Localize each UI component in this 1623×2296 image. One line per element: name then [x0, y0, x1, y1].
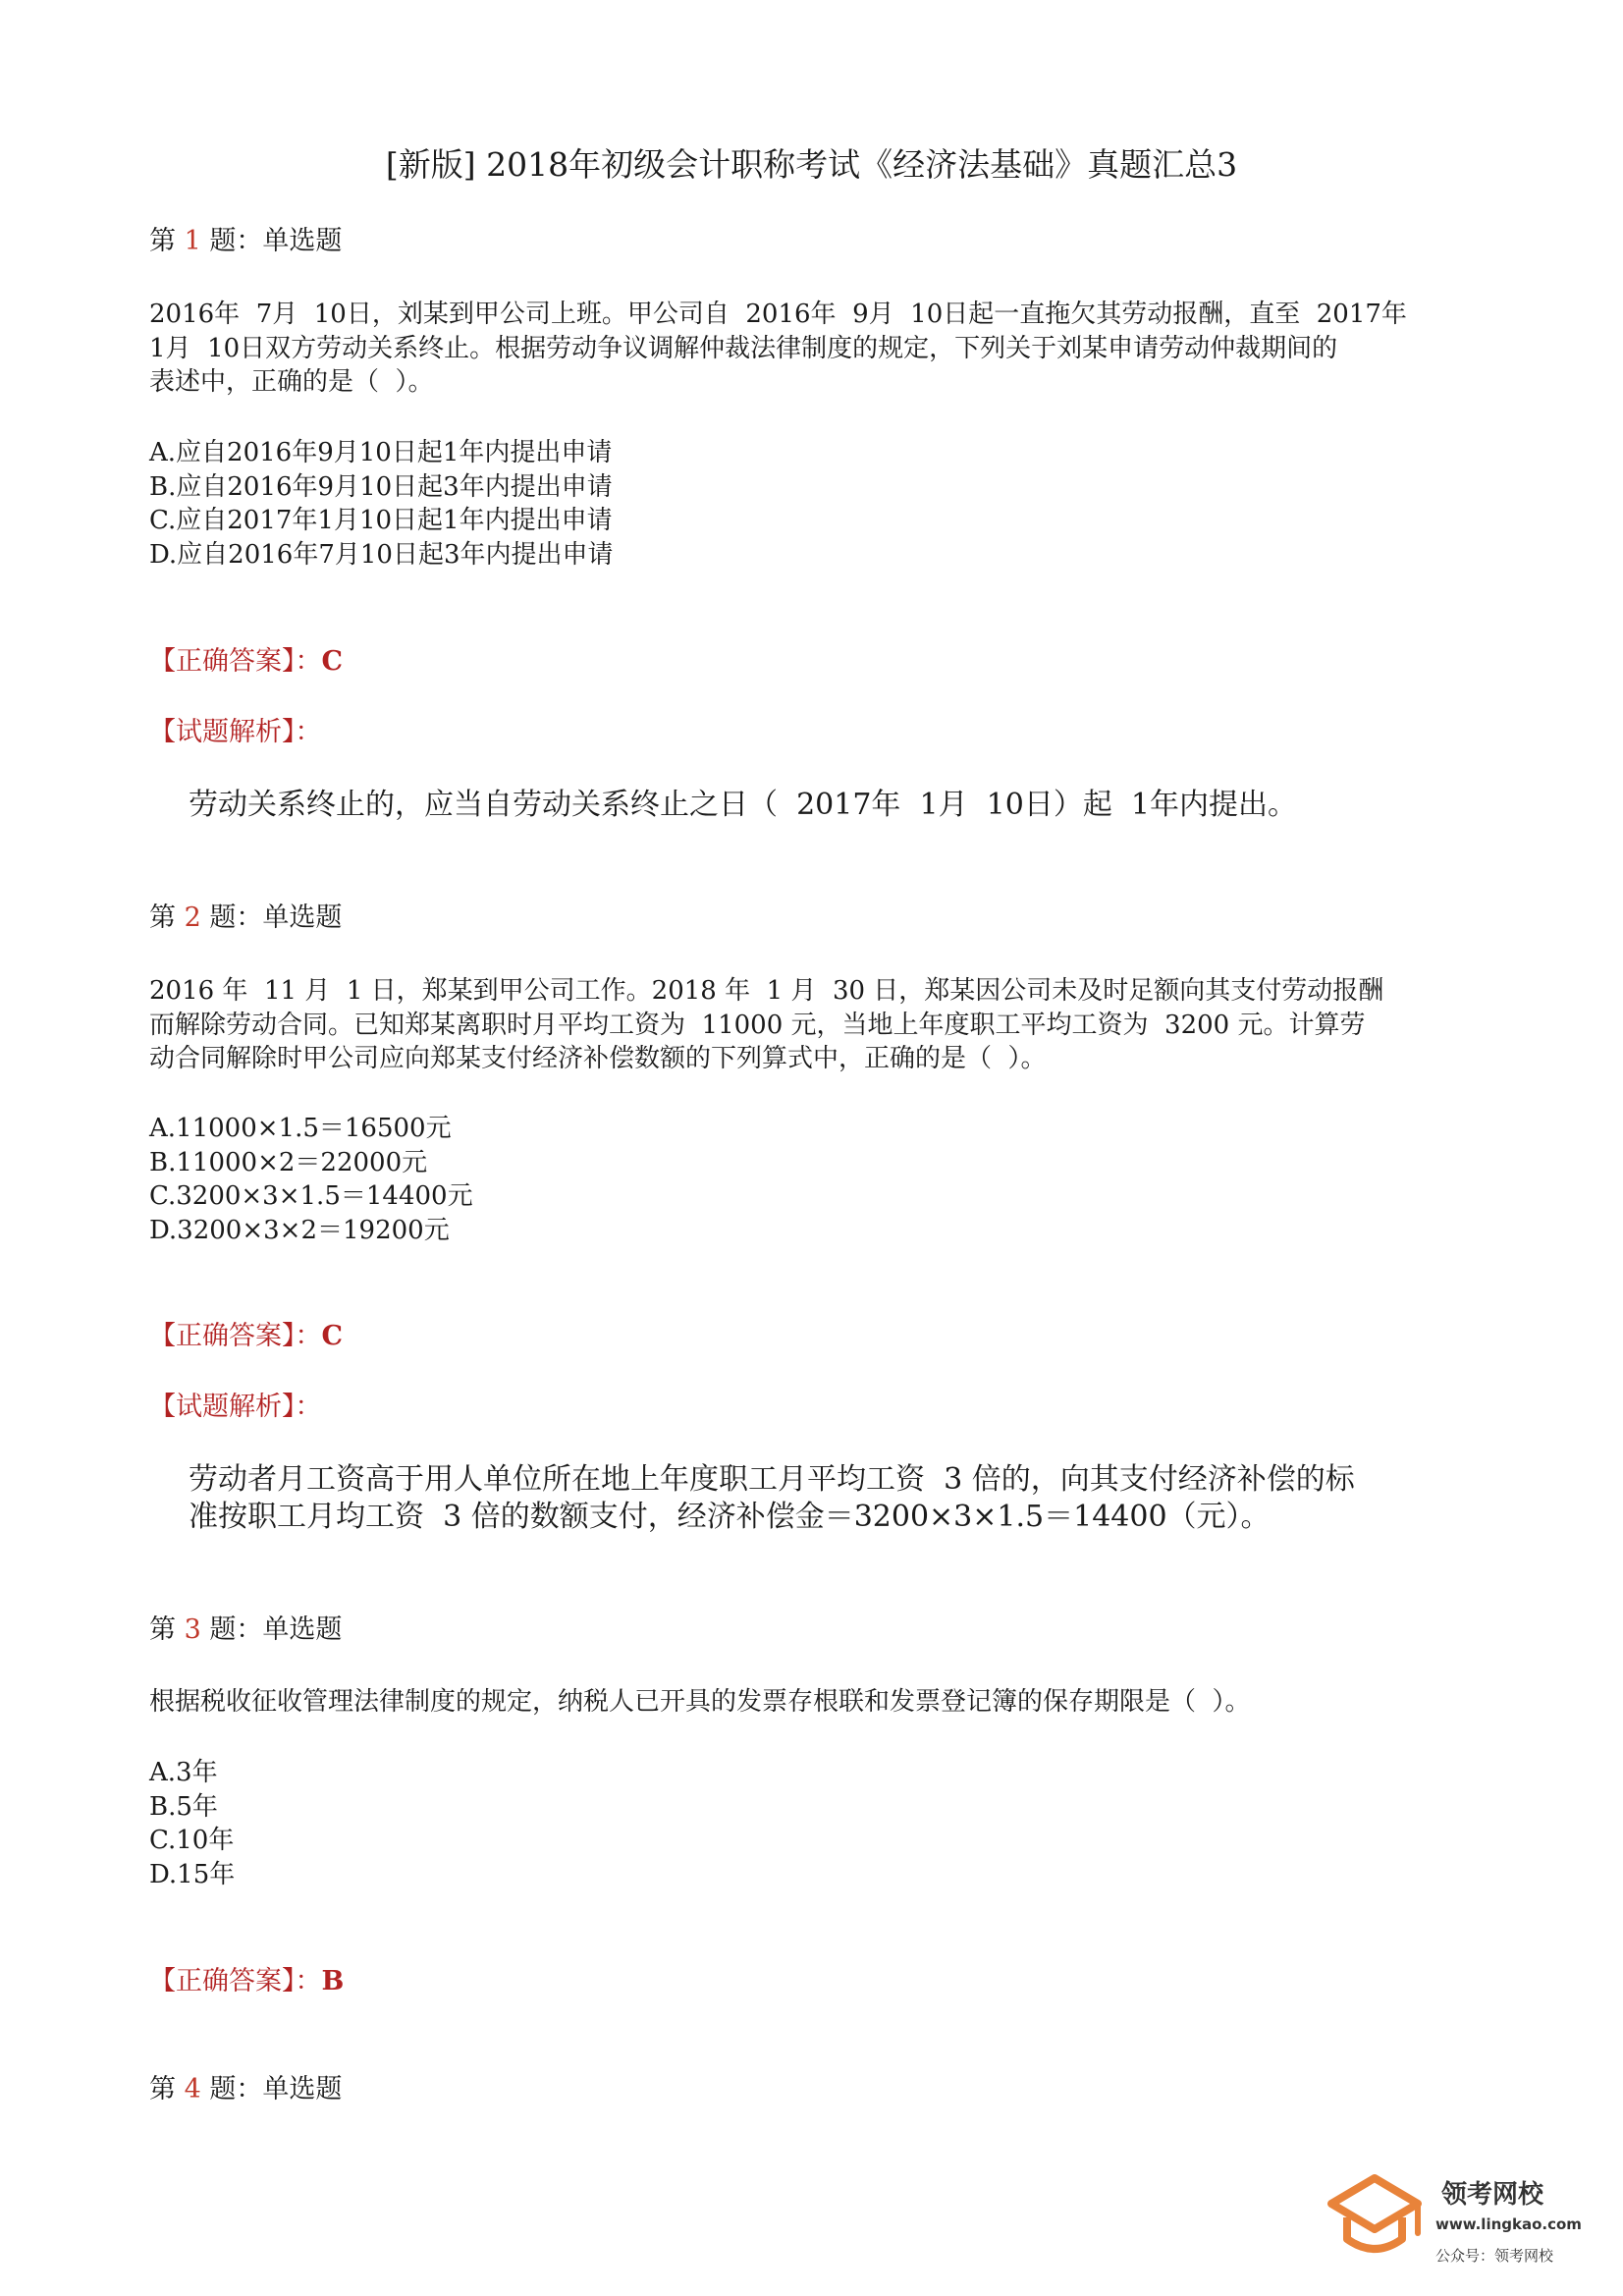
question-type: 题：单选题 [209, 226, 343, 256]
question-number: 3 [184, 1614, 201, 1645]
answer-value: C [321, 646, 343, 677]
question-header [149, 2072, 342, 2107]
graduation-cap-icon [1325, 2168, 1424, 2263]
option-d: D.应自2016年7月10日起3年内提出申请 [149, 539, 614, 570]
brand-url: www.lingkao.com [1435, 2215, 1582, 2233]
question-header [149, 901, 342, 936]
correct-answer [149, 644, 343, 680]
option-c: C.3200×3×1.5＝14400元 [149, 1181, 473, 1211]
option-list [149, 436, 614, 572]
option-a: A.11000×1.5＝16500元 [149, 1114, 452, 1143]
correct-answer [149, 1319, 343, 1354]
option-list [149, 1112, 473, 1247]
option-c: C.10年 [149, 1826, 235, 1855]
option-d: D.15年 [149, 1859, 236, 1889]
question-header [149, 224, 342, 259]
analysis-label: 【试题解析】： [149, 1392, 322, 1422]
question-stem: 根据税收征收管理法律制度的规定，纳税人已开具的发票存根联和发票登记簿的保存期限是（ ）。 [149, 1687, 1251, 1717]
answer-label: 【正确答案】： [149, 1321, 322, 1351]
option-c: C.应自2017年1月10日起1年内提出申请 [149, 506, 613, 535]
option-a: A.3年 [149, 1758, 218, 1787]
correct-answer [149, 1964, 344, 1999]
question-stem: 2016 年 11 月 1 日，郑某到甲公司工作。2018 年 1 月 30 日，郑某因公司未及时足额向其支付劳动报酬 而解除劳动合同。已知郑某离职时月平均工资为 11000 元，当地上年度职工平均工资为 3200 元。计算劳 动合同解除时甲公司应向郑某支付经济补偿数额的下列算式中，正确的是（ ）。 [149, 976, 1384, 1073]
option-b: B.应自2016年9月10日起3年内提出申请 [149, 471, 613, 502]
question-header [149, 1613, 342, 1648]
brand-wechat: 公众号：领考网校 [1435, 2247, 1554, 2265]
question-prefix: 第 [149, 226, 176, 256]
answer-label: 【正确答案】： [149, 1966, 322, 1996]
brand-logo [1325, 2160, 1591, 2278]
question-type: 题：单选题 [209, 2074, 343, 2105]
option-d: D.3200×3×2＝19200元 [149, 1215, 450, 1245]
analysis-text: 劳动者月工资高于用人单位所在地上年度职工月平均工资 3 倍的，向其支付经济补偿的标 准按职工月均工资 3 倍的数额支付，经济补偿金＝3200×3×1.5＝14400（元）。 [189, 1462, 1355, 1534]
analysis-text: 劳动关系终止的，应当自劳动关系终止之日（ 2017年 1月 10日）起 1年内提出。 [189, 788, 1297, 822]
question-prefix: 第 [149, 2074, 176, 2105]
answer-value: C [321, 1321, 343, 1351]
question-number: 1 [184, 226, 201, 256]
option-b: B.11000×2＝22000元 [149, 1147, 428, 1177]
question-number: 2 [184, 902, 201, 933]
analysis-label: 【试题解析】： [149, 717, 322, 747]
page-title: [新版] 2018年初级会计职称考试《经济法基础》真题汇总3 [385, 145, 1238, 184]
option-a: A.应自2016年9月10日起1年内提出申请 [149, 438, 613, 467]
question-stem: 2016年 7月 10日，刘某到甲公司上班。甲公司自 2016年 9月 10日起一直拖欠其劳动报酬，直至 2017年 1月 10日双方劳动关系终止。根据劳动争议调解仲裁法律制度的规定，下列关于刘某申请劳动仲裁期间的 表述中，正确的是（ ）。 [149, 300, 1407, 397]
answer-label: 【正确答案】： [149, 646, 322, 677]
question-prefix: 第 [149, 1614, 176, 1645]
option-b: B.5年 [149, 1791, 218, 1822]
question-type: 题：单选题 [209, 1614, 343, 1645]
brand-name: 领考网校 [1441, 2180, 1544, 2210]
question-prefix: 第 [149, 902, 176, 933]
question-type: 题：单选题 [209, 902, 343, 933]
question-number: 4 [184, 2074, 201, 2105]
option-list [149, 1756, 235, 1891]
answer-value: B [321, 1966, 345, 1996]
